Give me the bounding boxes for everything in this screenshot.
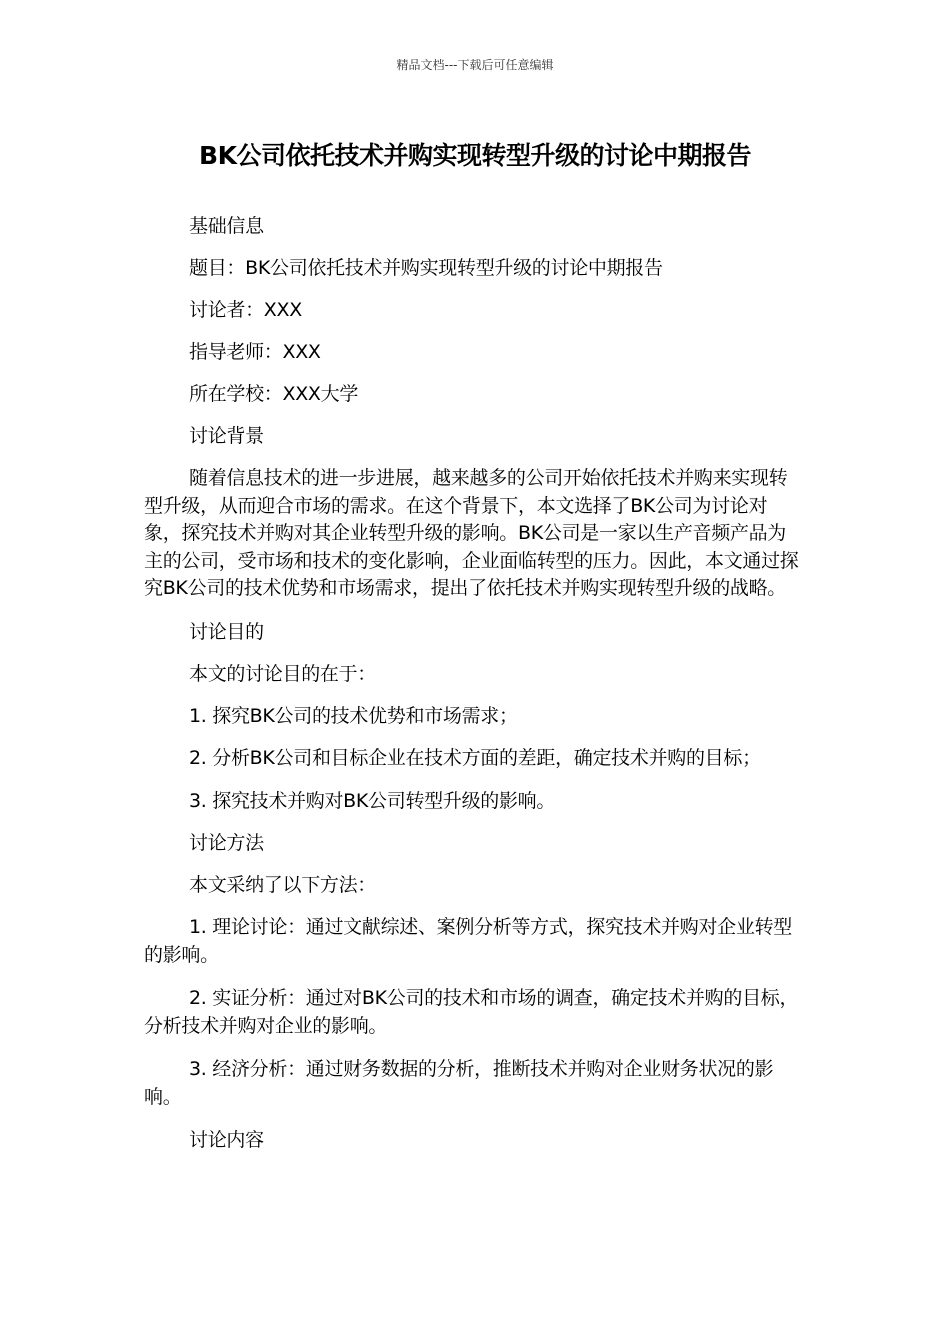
section-heading-content: 讨论内容	[189, 1129, 264, 1151]
method-item-3: 3. 经济分析：通过财务数据的分析，推断技术并购对企业财务状况的影响。	[144, 1058, 774, 1108]
purpose-item-1: 1. 探究BK公司的技术优势和市场需求；	[189, 704, 518, 727]
info-advisor: 指导老师：XXX	[189, 341, 321, 363]
section-heading-purpose: 讨论目的	[189, 620, 264, 643]
method-item-1: 1. 理论讨论：通过文献综述、案例分析等方式，探究技术并购对企业转型的影响。	[144, 916, 792, 966]
info-school: 所在学校：XXX大学	[189, 383, 359, 405]
section-heading-method: 讨论方法	[189, 832, 264, 854]
document-title: BK公司依托技术并购实现转型升级的讨论中期报告	[199, 141, 751, 170]
purpose-intro: 本文的讨论目的在于：	[189, 662, 377, 685]
background-paragraph: 随着信息技术的进一步进展，越来越多的公司开始依托技术并购来实现转型升级，从而迎合市场的需求。在这个背景下，本文选择了BK公司为讨论对象，探究技术并购对其企业转型升级的影响。BK公司是一家以生产音频产品为主的公司，受市场和技术的变化影响，企业面临转型的压力。因此，本文通过探究BK公司的技术优势和市场需求，提出了依托技术并购实现转型升级的战略。	[144, 467, 799, 599]
section-heading-basic-info: 基础信息	[189, 215, 264, 237]
method-intro: 本文采纳了以下方法：	[189, 874, 377, 896]
info-topic: 题目：BK公司依托技术并购实现转型升级的讨论中期报告	[189, 257, 663, 279]
info-researcher: 讨论者：XXX	[189, 299, 302, 321]
section-heading-background: 讨论背景	[189, 425, 264, 447]
purpose-item-3: 3. 探究技术并购对BK公司转型升级的影响。	[189, 790, 556, 812]
document-body	[144, 213, 800, 1169]
method-item-2: 2. 实证分析：通过对BK公司的技术和市场的调查，确定技术并购的目标，分析技术并购对企业的影响。	[144, 987, 799, 1037]
purpose-item-2: 2. 分析BK公司和目标企业在技术方面的差距，确定技术并购的目标；	[189, 746, 761, 769]
page-header-note: 精品文档---下载后可任意编辑	[396, 58, 554, 72]
